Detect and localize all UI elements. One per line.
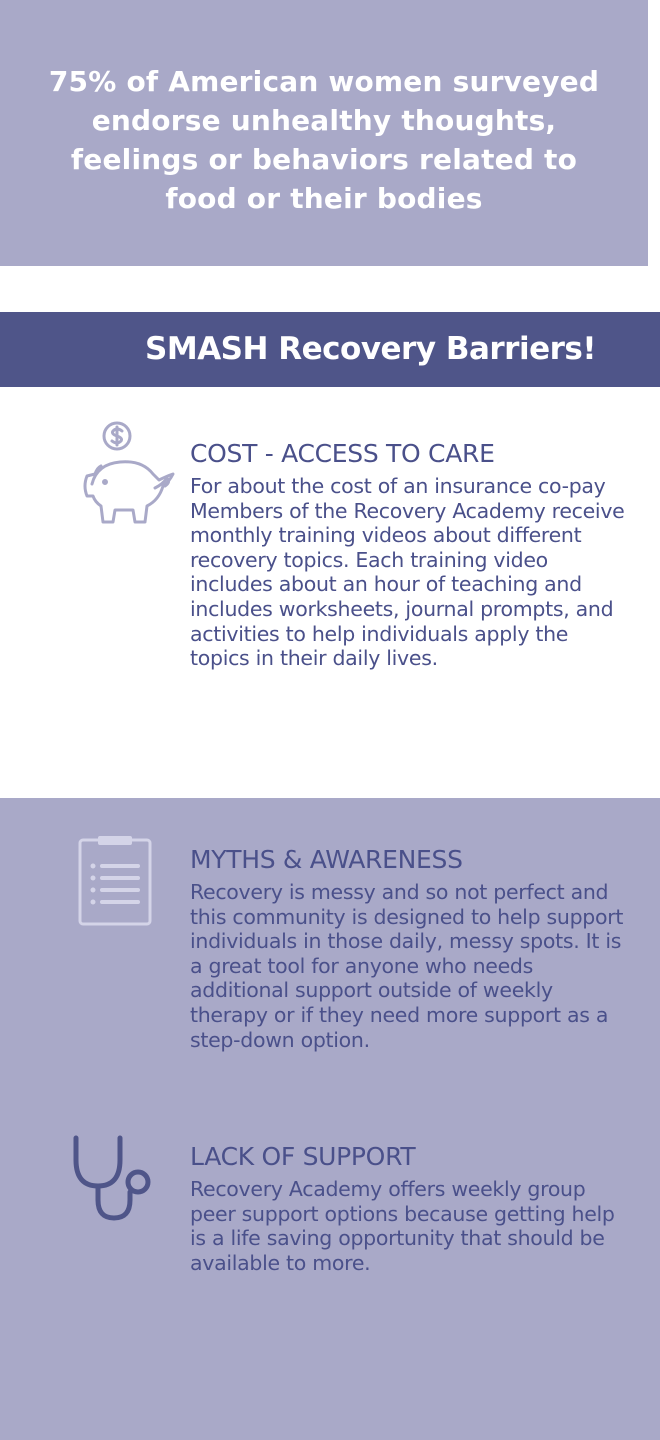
section-support xyxy=(190,1142,630,1275)
section-myths xyxy=(190,845,630,1052)
section-cost xyxy=(190,439,630,671)
section-body: Recovery Academy offers weekly group peer support options because getting help is a life saving opportunity that should be available to more. xyxy=(190,1177,615,1275)
clipboard-icon xyxy=(76,836,154,928)
section-heading: LACK OF SUPPORT xyxy=(190,1142,416,1171)
section-heading: COST - ACCESS TO CARE xyxy=(190,439,495,468)
piggy-bank-icon xyxy=(62,418,180,534)
stethoscope-icon xyxy=(68,1134,160,1226)
barriers-banner xyxy=(0,312,660,387)
section-body: Recovery is messy and so not perfect and this community is designed to help support individuals in those daily, messy spots. It is a great tool for anyone who needs additional support outside of weekly therapy or if they need more support as a step-down option. xyxy=(190,880,624,1052)
section-body: For about the cost of an insurance co-pay Members of the Recovery Academy receive monthly training videos about different recovery topics. Each training video includes about an hour of teaching and includes worksheets, journal prompts, and activities to help individuals apply the topics in their daily lives. xyxy=(190,474,625,671)
statistic-text: 75% of American women surveyed endorse unhealthy thoughts, feelings or behaviors related to food or their bodies xyxy=(48,65,600,215)
section-heading: MYTHS & AWARENESS xyxy=(190,845,463,874)
statistic-panel xyxy=(0,0,648,266)
banner-title: SMASH Recovery Barriers! xyxy=(145,331,596,367)
